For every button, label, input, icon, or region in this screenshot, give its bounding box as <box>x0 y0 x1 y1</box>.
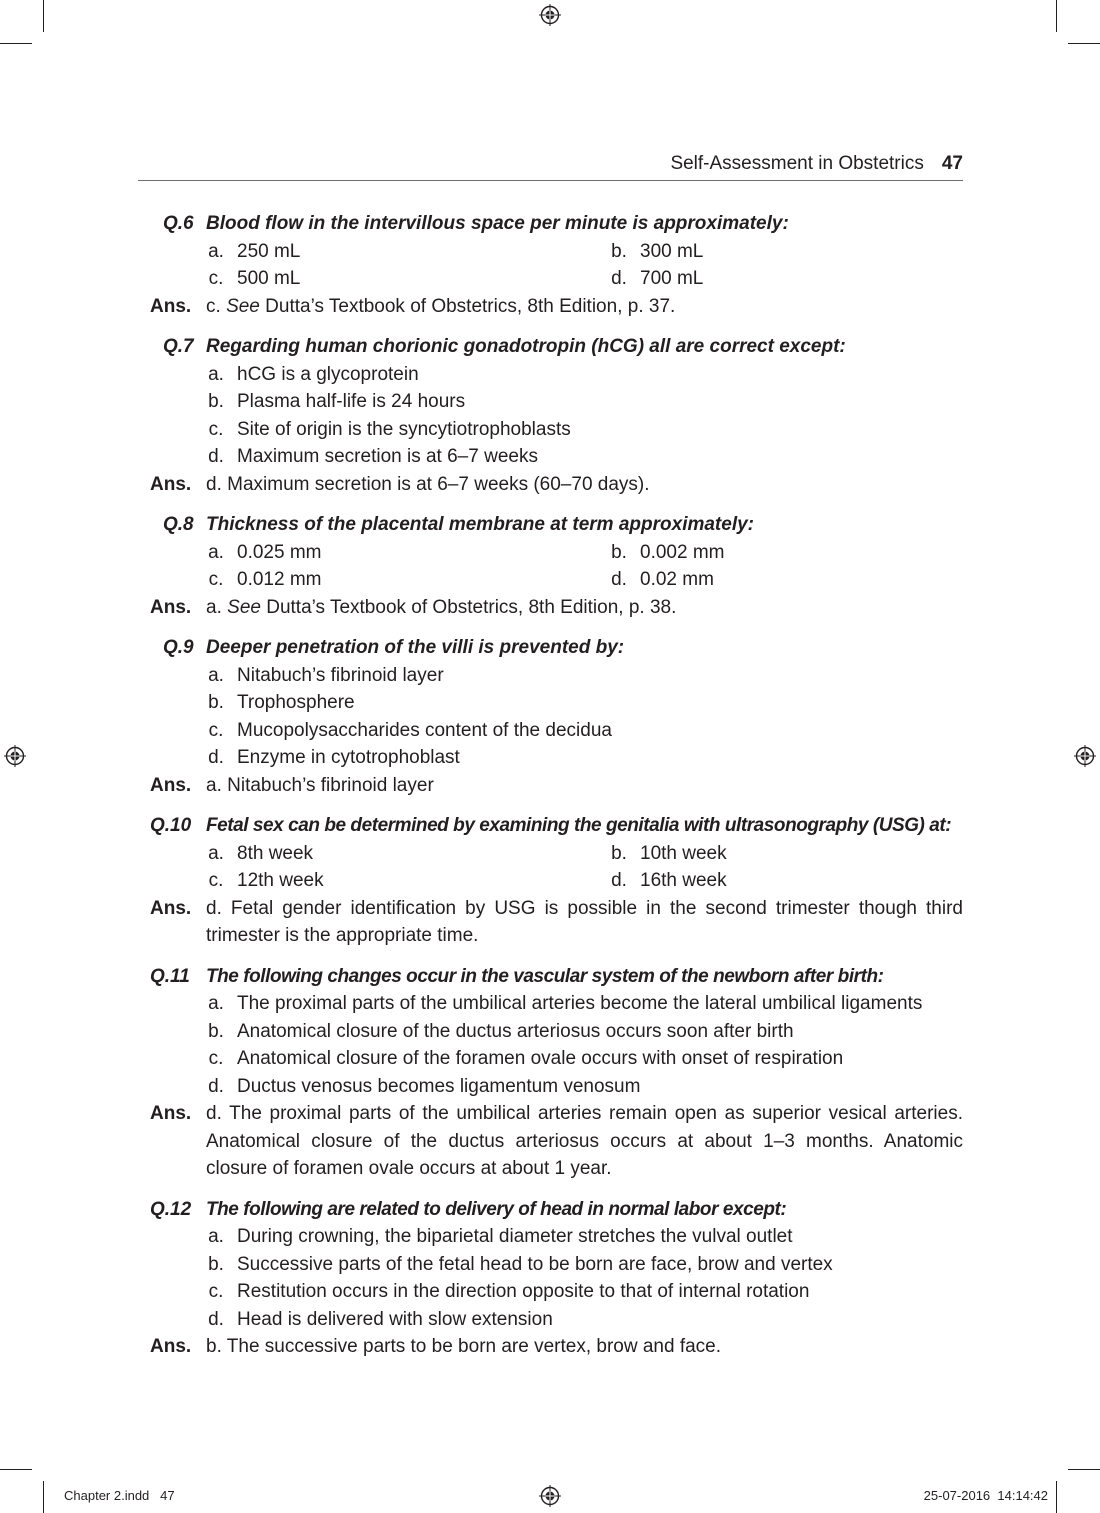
question-stem: Deeper penetration of the villi is prevented by: <box>206 637 625 658</box>
option-list <box>206 990 963 1100</box>
option-text: Trophosphere <box>237 692 355 713</box>
option-item <box>206 265 609 293</box>
option-item <box>206 1045 963 1073</box>
question-stem: Fetal sex can be determined by examining the genitalia with ultrasonography (USG) at: <box>206 815 952 836</box>
option-list <box>206 539 963 594</box>
option-text: 0.025 mm <box>237 541 322 563</box>
option-list <box>206 361 963 471</box>
option-text: The proximal parts of the umbilical arteries become the lateral umbilical ligaments <box>237 993 923 1014</box>
crop-mark-bottom-left-h <box>0 1469 32 1470</box>
option-text: Successive parts of the fetal head to be born are face, brow and vertex <box>237 1253 833 1275</box>
option-letter: a. <box>208 363 224 385</box>
option-item <box>206 238 609 266</box>
question-stem: The following are related to delivery of head in normal labor except: <box>206 1198 787 1220</box>
question-number: Q.11 <box>150 965 190 987</box>
option-item <box>206 840 609 868</box>
answer-choice: c. <box>206 295 221 317</box>
answer-choice: a. Nitabuch’s fibrinoid layer <box>206 774 434 796</box>
question-block <box>150 634 963 799</box>
option-letter: b. <box>208 692 224 713</box>
option-text: 0.012 mm <box>237 569 322 590</box>
option-letter: a. <box>208 541 224 563</box>
option-item <box>206 1306 963 1334</box>
option-text: Site of origin is the syncytiotrophoblasts <box>237 418 571 440</box>
option-text: Ductus venosus becomes ligamentum venosum <box>237 1075 641 1097</box>
answer-text <box>206 471 963 499</box>
answer-label: Ans. <box>150 596 192 618</box>
answer-line <box>150 1333 963 1361</box>
option-letter: d. <box>208 1308 224 1330</box>
option-item <box>206 361 963 389</box>
option-text: Plasma half-life is 24 hours <box>237 391 466 412</box>
crop-mark-bottom-right-h <box>1068 1469 1100 1470</box>
question-number: Q.9 <box>163 637 194 658</box>
question-header <box>150 812 963 840</box>
option-letter: c. <box>208 870 224 891</box>
answer-line <box>150 1100 963 1183</box>
option-item <box>609 867 963 895</box>
option-item <box>609 566 963 594</box>
option-list <box>206 1223 963 1333</box>
crop-mark-top-right-h <box>1068 43 1100 44</box>
option-item <box>206 443 963 471</box>
option-letter: c. <box>208 719 224 741</box>
option-item <box>206 388 963 416</box>
option-text: Mucopolysaccharides content of the decidua <box>237 719 612 741</box>
question-block <box>150 210 963 320</box>
option-letter: b. <box>611 842 627 864</box>
question-block <box>150 963 963 1183</box>
answer-text <box>206 594 963 622</box>
answer-line <box>150 471 963 499</box>
option-text: Enzyme in cytotrophoblast <box>237 747 460 768</box>
option-letter: c. <box>208 1048 224 1069</box>
question-number: Q.6 <box>163 213 194 234</box>
registration-mark-left-icon <box>4 745 26 767</box>
option-letter: d. <box>611 268 627 289</box>
answer-line <box>150 772 963 800</box>
question-stem: Regarding human chorionic gonadotropin (hCG) all are correct except: <box>206 336 846 357</box>
answer-choice: a. <box>206 596 222 618</box>
option-text: Maximum secretion is at 6–7 weeks <box>237 446 538 467</box>
answer-label: Ans. <box>150 774 192 796</box>
option-letter: a. <box>208 993 224 1014</box>
option-letter: c. <box>208 268 224 289</box>
crop-mark-top-right-v <box>1056 0 1057 32</box>
question-block <box>150 812 963 950</box>
option-letter: c. <box>208 1281 224 1302</box>
question-block <box>150 511 963 621</box>
answer-text <box>206 293 963 321</box>
option-item <box>206 744 963 772</box>
question-header <box>150 511 963 539</box>
question-number: Q.12 <box>150 1198 192 1220</box>
option-item <box>206 662 963 690</box>
option-list <box>206 840 963 895</box>
option-letter: d. <box>611 870 627 891</box>
answer-label: Ans. <box>150 295 192 317</box>
option-letter: c. <box>208 569 224 590</box>
option-item <box>206 1073 963 1101</box>
question-stem: Thickness of the placental membrane at term approximately: <box>206 514 755 535</box>
option-text: 500 mL <box>237 268 301 289</box>
option-item <box>206 416 963 444</box>
option-item <box>206 990 963 1018</box>
answer-label: Ans. <box>150 473 192 495</box>
slug-time: 14:14:42 <box>997 1488 1048 1503</box>
option-text: hCG is a glycoprotein <box>237 363 419 385</box>
crop-mark-bottom-right-v <box>1056 1481 1057 1513</box>
answer-label: Ans. <box>150 1336 192 1357</box>
option-item <box>206 539 609 567</box>
option-text: 0.002 mm <box>640 541 725 563</box>
question-number: Q.8 <box>163 514 194 535</box>
registration-mark-bottom-icon <box>539 1485 561 1507</box>
option-text: 10th week <box>640 842 727 864</box>
question-header <box>150 210 963 238</box>
option-text: 300 mL <box>640 240 704 262</box>
question-header <box>150 333 963 361</box>
answer-label: Ans. <box>150 1103 192 1124</box>
option-item <box>609 840 963 868</box>
question-stem: The following changes occur in the vascular system of the newborn after birth: <box>206 965 884 987</box>
option-text: 12th week <box>237 870 324 891</box>
question-stem: Blood flow in the intervillous space per minute is approximately: <box>206 213 789 234</box>
question-block <box>150 333 963 498</box>
crop-mark-top-left-v <box>43 0 44 32</box>
option-letter: b. <box>611 240 627 262</box>
registration-mark-top-icon <box>539 4 561 26</box>
option-letter: d. <box>208 1075 224 1097</box>
answer-see: See <box>226 295 260 317</box>
option-letter: b. <box>611 541 627 563</box>
option-item <box>206 566 609 594</box>
option-letter: b. <box>208 1020 224 1042</box>
answer-reference: Dutta’s Textbook of Obstetrics, 8th Edition, p. 37. <box>265 295 676 317</box>
book-title: Self-Assessment in Obstetrics <box>670 153 924 174</box>
slug-timestamp <box>924 1488 1048 1503</box>
option-text: Anatomical closure of the ductus arteriosus occurs soon after birth <box>237 1020 794 1042</box>
question-number: Q.10 <box>150 815 192 836</box>
question-header <box>150 634 963 662</box>
option-list <box>206 662 963 772</box>
page-number: 47 <box>941 153 963 174</box>
option-letter: a. <box>208 664 224 686</box>
question-block <box>150 1196 963 1361</box>
option-letter: d. <box>208 446 224 467</box>
answer-reference: Dutta’s Textbook of Obstetrics, 8th Edition, p. 38. <box>266 596 677 618</box>
slug-file-name: Chapter 2.indd 47 <box>64 1488 175 1503</box>
option-item <box>206 717 963 745</box>
option-text: Head is delivered with slow extension <box>237 1308 553 1330</box>
question-header <box>150 963 963 991</box>
option-item <box>206 689 963 717</box>
option-item <box>206 1251 963 1279</box>
option-item <box>609 539 963 567</box>
answer-choice: d. Maximum secretion is at 6–7 weeks (60–70 days). <box>206 473 650 495</box>
option-text: During crowning, the biparietal diameter stretches the vulval outlet <box>237 1226 793 1247</box>
option-item <box>206 1223 963 1251</box>
option-text: 8th week <box>237 842 314 864</box>
option-list <box>206 238 963 293</box>
question-number: Q.7 <box>163 336 194 357</box>
option-text: Restitution occurs in the direction opposite to that of internal rotation <box>237 1281 810 1302</box>
option-text: Anatomical closure of the foramen ovale occurs with onset of respiration <box>237 1048 844 1069</box>
option-letter: b. <box>208 1253 224 1275</box>
question-header <box>150 1196 963 1224</box>
answer-text <box>206 772 963 800</box>
option-text: 250 mL <box>237 240 301 262</box>
option-item <box>609 238 963 266</box>
option-letter: c. <box>208 418 224 440</box>
crop-mark-top-left-h <box>0 43 32 44</box>
option-letter: a. <box>208 240 224 262</box>
option-text: 700 mL <box>640 268 704 289</box>
slug-date: 25-07-2016 <box>923 1488 991 1503</box>
option-text: Nitabuch’s fibrinoid layer <box>237 664 444 686</box>
crop-mark-bottom-left-v <box>43 1481 44 1513</box>
option-item <box>206 867 609 895</box>
registration-mark-right-icon <box>1074 745 1096 767</box>
option-item <box>206 1278 963 1306</box>
answer-text <box>206 1100 963 1183</box>
answer-choice: d. The proximal parts of the umbilical arteries remain open as superior vesical arteries. Anatomical closure of the ductus arteriosus occurs at about 1–3 months. Anatomic closure of foramen ovale occurs at about 1 year. <box>206 1103 963 1179</box>
answer-line <box>150 293 963 321</box>
answer-line <box>150 895 963 950</box>
option-item <box>206 1018 963 1046</box>
answer-text <box>206 895 963 950</box>
option-letter: a. <box>208 842 224 864</box>
answer-choice: d. Fetal gender identification by USG is possible in the second trimester though third trimester is the appropriate time. <box>206 897 963 946</box>
answer-line <box>150 594 963 622</box>
answer-label: Ans. <box>150 897 192 919</box>
question-list <box>150 210 963 1374</box>
option-letter: d. <box>611 569 627 590</box>
running-head <box>138 150 963 181</box>
answer-choice: b. The successive parts to be born are vertex, brow and face. <box>206 1336 722 1357</box>
option-letter: b. <box>208 391 224 412</box>
answer-text <box>206 1333 963 1361</box>
option-letter: d. <box>208 747 224 768</box>
answer-see: See <box>227 596 261 618</box>
option-letter: a. <box>208 1226 224 1247</box>
option-item <box>609 265 963 293</box>
option-text: 0.02 mm <box>640 569 714 590</box>
option-text: 16th week <box>640 870 727 891</box>
